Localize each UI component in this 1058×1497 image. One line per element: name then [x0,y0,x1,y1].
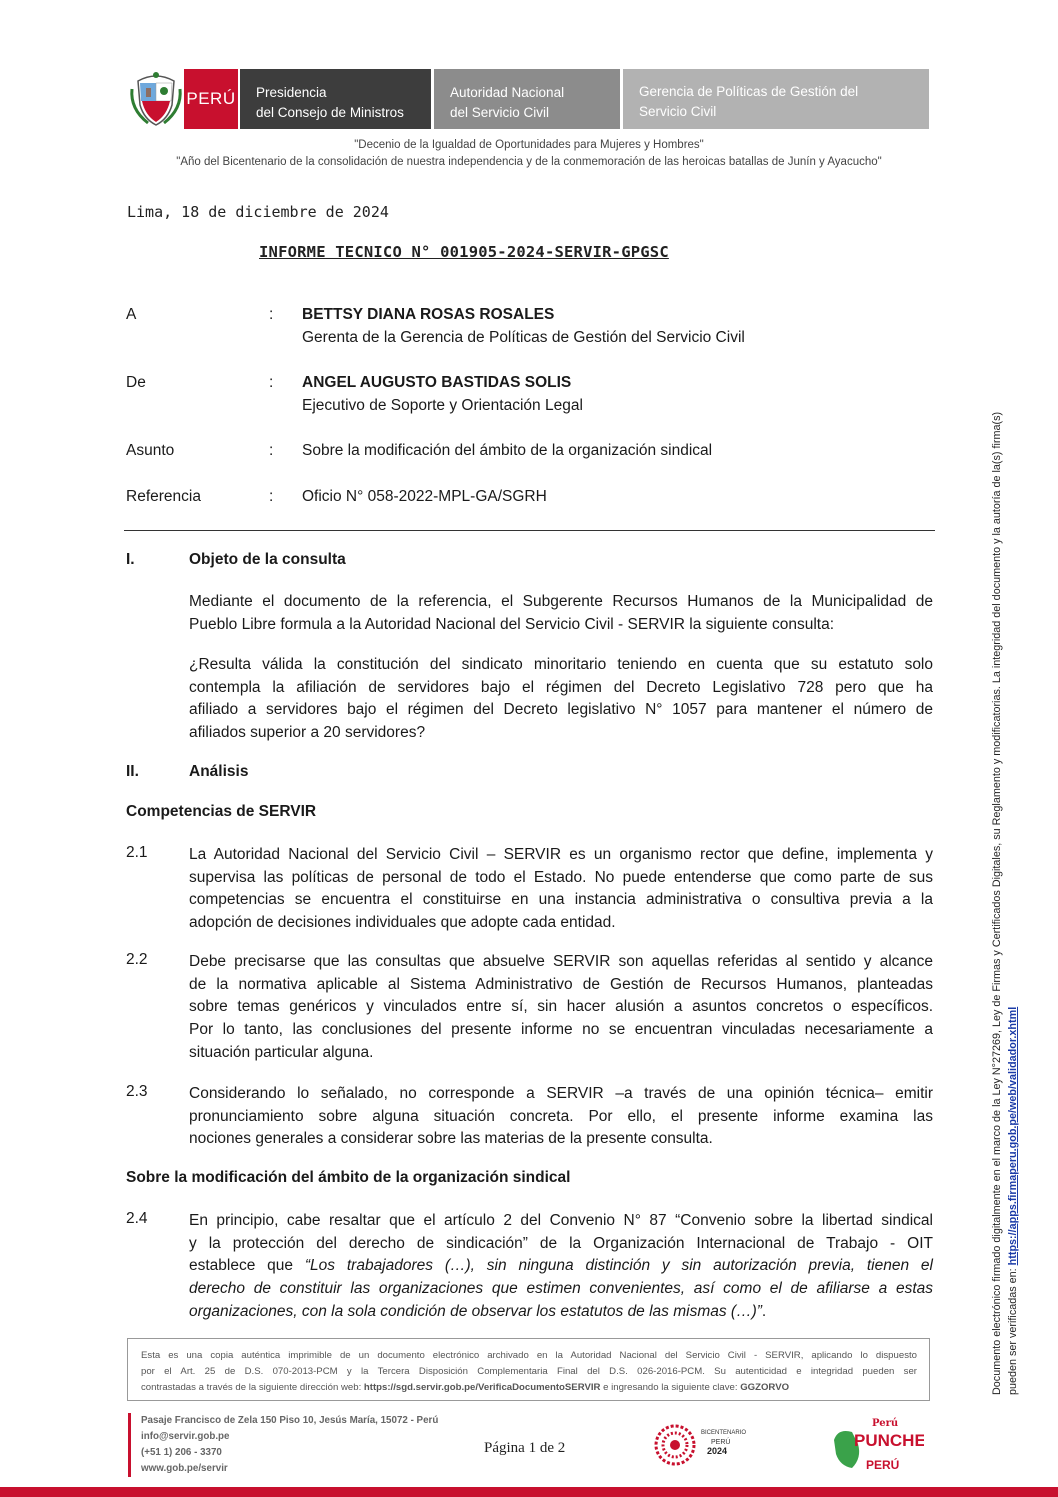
bicentenario-text: BICENTENARIO [701,1430,747,1436]
paragraph-number: 2.1 [126,844,148,861]
meta-colon: : [269,306,274,323]
meta-label: De [126,374,146,391]
punche-peru-logo [828,1414,924,1474]
paragraph-2-3 [189,1083,933,1151]
text-fragment: . [761,1302,767,1320]
paragraph-2-2 [189,951,933,1065]
meta-value [302,303,554,326]
contact-address [128,1413,438,1477]
servir-line2: del Servicio Civil [450,105,550,120]
signature-line [1005,195,1021,1395]
gerencia-line1: Gerencia de Políticas de Gestión del [639,84,859,99]
paragraph-2-4 [189,1210,933,1324]
text-fragment: establece que [189,1257,305,1275]
verification-url[interactable]: https://sgd.servir.gob.pe/VerificaDocumentoSERVIR [363,1382,601,1393]
text-line: de la normativa aplicable al Sistema Administrativo de Gestión de Recursos Humanos, planteadas [189,975,933,993]
paragraph-number: 2.2 [126,951,148,968]
subject-value: Sobre la modificación del ámbito de la organización sindical [302,442,713,459]
signature-fragment: pueden ser verificadas en: [1007,1265,1019,1395]
subsection-title: Competencias de SERVIR [126,803,317,820]
meta-colon: : [269,442,274,459]
servir-line1: Autoridad Nacional [450,85,565,100]
meta-colon: : [269,374,274,391]
notice-line [141,1380,917,1396]
website-link[interactable]: www.gob.pe/servir [141,1463,228,1474]
gerencia-block [623,69,929,129]
text-line: ¿Resulta válida la constitución del sindicato minoritario teniendo en cuenta que su estatuto solo [189,656,933,673]
paragraph-consulta [189,654,933,745]
page-number: Página 1 de 2 [484,1440,566,1456]
informe-title: INFORME TECNICO N° 001905-2024-SERVIR-GPGSC [259,243,669,261]
text-line: Debe precisarse que las consultas que absuelve SERVIR son aquellas referidas al sentido y alcance [189,953,933,970]
decenio-line: "Decenio de la Igualdad de Oportunidades para Mujeres y Hombres" [354,139,704,151]
notice-line: Esta es una copia auténtica imprimible de un documento electrónico archivado en la Autoridad Nacional del Servicio Civil - SERVIR, aplicando lo dispuesto [141,1350,917,1361]
text-line: Considerando lo señalado, no corresponde a SERVIR –a través de una opinión técnica– emitir [189,1085,933,1102]
text-line: Pueblo Libre formula a la Autoridad Nacional del Servicio Civil - SERVIR la siguiente consulta: [189,615,835,633]
divider [124,530,935,531]
bicentenario-line: "Año del Bicentenario de la consolidación de nuestra independencia y de la conmemoración de las heroicas batallas de Junín y Ayacucho" [176,156,882,168]
pcm-line2: del Consejo de Ministros [256,105,404,120]
paragraph-number: 2.4 [126,1210,148,1227]
meta-colon: : [269,488,274,505]
punche-top: Perú [872,1418,899,1429]
text-line: La Autoridad Nacional del Servicio Civil – SERVIR es un organismo rector que define, implementa y [189,846,933,863]
section-title: Objeto de la consulta [189,551,346,568]
notice-line: por el Art. 25 de D.S. 070-2013-PCM y la Tercera Disposición Complementaria Final del D.S. 026-2016-PCM. Su autenticidad e integridad pueden ser [141,1366,917,1377]
text-line: afiliados superior a 20 servidores? [189,724,426,742]
peru-logo: PERÚ [184,69,238,129]
recipient-name: BETTSY DIANA ROSAS ROSALES [302,306,555,323]
quote-fragment: derecho de constituir las organizaciones que estimen convenientes, así como el de afiliarse a estas [189,1280,933,1298]
text-line: pronunciamiento sobre alguna situación concreta. Por ello, el presente informe examina las [189,1107,933,1125]
reference-value: Oficio N° 058-2022-MPL-GA/SGRH [302,488,547,505]
validator-link[interactable]: https://apps.firmaperu.gob.pe/web/validador.xhtml [1007,1006,1019,1266]
text-line: adopción de decisiones individuales que adopte cada entidad. [189,914,616,932]
meta-value [302,371,571,394]
address-line: Pasaje Francisco de Zela 150 Piso 10, Jesús María, 15072 - Perú [141,1415,439,1426]
text-line [189,1255,933,1278]
text-line: supervisa las políticas de personal de todo el Estado. No puede entenderse que como parte de sus [189,868,933,886]
section-number: II. [126,763,139,780]
text-line: afiliado a servidores bajo el régimen del Decreto legislativo N° 1057 para mantener el número de [189,701,933,719]
footer-red-bar [0,1487,1058,1497]
quote-fragment: organizaciones, con la sola condición de observar los estatutos de las mismas (…)” [189,1302,762,1320]
punche-bottom: PERÚ [866,1458,900,1472]
text-line [189,1301,933,1324]
verification-key: GGZORVO [740,1382,790,1393]
email-link[interactable]: info@servir.gob.pe [141,1431,230,1442]
recipient-role: Gerenta de la Gerencia de Políticas de Gestión del Servicio Civil [302,329,745,346]
notice-fragment: e ingresando la siguiente clave: [600,1382,741,1393]
sender-name: ANGEL AUGUSTO BASTIDAS SOLIS [302,374,572,391]
institution-header [128,69,929,129]
text-line: nociones generales a considerar sobre las materias de la presente consulta. [189,1130,713,1148]
text-line: contempla la afiliación de servidores bajo el régimen del Decreto Legislativo 728 pero que ha [189,678,933,696]
section-title: Análisis [189,763,249,780]
pcm-block [240,69,431,129]
text-line: situación particular alguna. [189,1043,374,1061]
punche-text: PUNCHE [854,1431,924,1450]
section-number: I. [126,551,135,568]
signature-line: Documento electrónico firmado digitalmente en el marco de la Ley N°27269, Ley de Firmas y Certificados Digitales, su Reglamento y modificatorias. La integridad del documento y la autoría de la(s) firma(s) [991,411,1003,1395]
authenticity-notice [127,1338,930,1401]
meta-label: A [126,306,137,323]
text-line: y la protección del derecho de sindicación” de la Organización Internacional de Trabajo - OIT [189,1234,933,1252]
meta-label: Referencia [126,488,201,505]
paragraph-number: 2.3 [126,1083,148,1100]
bicentenario-year: 2024 [707,1446,728,1456]
phone-number: (+51 1) 206 - 3370 [141,1447,222,1458]
gerencia-line2: Servicio Civil [639,104,717,119]
pcm-line1: Presidencia [256,85,327,100]
bicentenario-logo [653,1422,753,1468]
notice-fragment: contrastadas a través de la siguiente dirección web: [141,1382,364,1393]
paragraph-objeto [189,591,933,636]
text-line: En principio, cabe resaltar que el artículo 2 del Convenio N° 87 “Convenio sobre la libertad sindical [189,1212,933,1229]
paragraph-2-1 [189,844,933,935]
text-line [189,1278,933,1301]
document-date: Lima, 18 de diciembre de 2024 [127,203,389,221]
text-line: competencias se encuentra el constituirse en una instancia administrativa o consultiva previa a la [189,891,933,909]
text-line: Mediante el documento de la referencia, el Subgerente Recursos Humanos de la Municipalidad de [189,593,933,610]
bicentenario-peru: PERÚ [711,1439,731,1446]
text-line: sobre temas genéricos y vinculados entre sí, sin hacer alusión a asuntos concretos o específicos. [189,998,933,1016]
decenio-text [0,137,1058,171]
meta-label: Asunto [126,442,175,459]
digital-signature-note [989,195,1021,1395]
subsection-title: Sobre la modificación del ámbito de la organización sindical [126,1169,571,1186]
text-line: Por lo tanto, las conclusiones del presente informe no se encuentran vinculadas necesariamente a [189,1021,933,1039]
servir-block [434,69,620,129]
coat-of-arms-icon [128,69,184,129]
sender-role: Ejecutivo de Soporte y Orientación Legal [302,397,583,414]
quote-fragment: “Los trabajadores (…), sin ninguna distinción y sin autorización previa, tienen el [304,1257,933,1275]
